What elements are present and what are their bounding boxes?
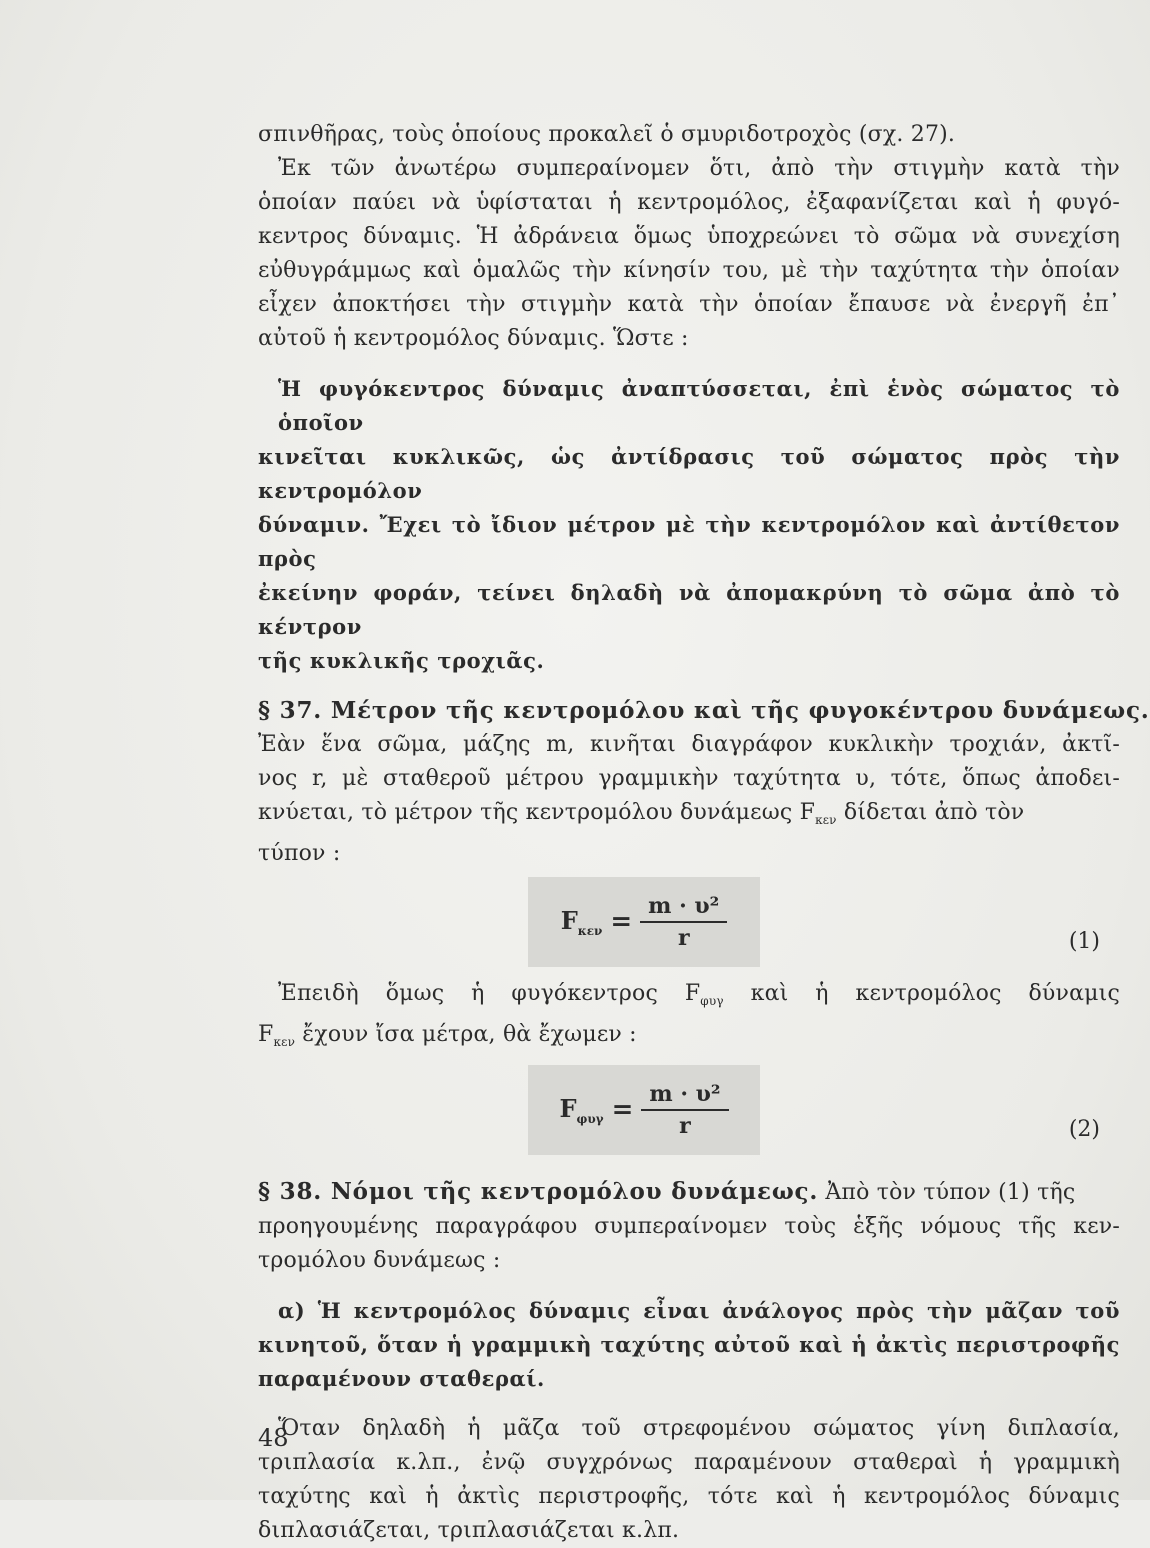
bold-line: παραμένουν σταθεραί.	[258, 1366, 545, 1391]
numerator: m · υ²	[641, 1081, 728, 1111]
formula-box	[528, 877, 760, 967]
formula-2	[258, 1065, 1120, 1157]
text-line: σπινθῆρας, τοὺς ὁποίους προκαλεῖ ὁ σμυριδοτροχὸς (σχ. 27).	[258, 122, 956, 147]
text-line: εὐθυγράμμως καὶ ὁμαλῶς τὴν κίνησίν του, μὲ τὴν ταχύτητα τὴν ὁποίαν	[258, 258, 1120, 283]
text-line	[258, 796, 1120, 837]
text-span: Ἀπὸ τὸν τύπον (1) τῆς	[818, 1180, 1076, 1205]
final-paragraph	[258, 1412, 1120, 1548]
text-line: διπλασιάζεται, τριπλασιάζεται κ.λπ.	[258, 1518, 680, 1543]
text-line: ὁποίαν παύει νὰ ὑφίσταται ἡ κεντρομόλος, ἐξαφανίζεται καὶ ἡ φυγό-	[258, 190, 1120, 215]
page-content	[258, 118, 1150, 1548]
bold-line: δύναμιν. Ἔχει τὸ ἴδιον μέτρον μὲ τὴν κεντρομόλον καὶ ἀντίθετον πρὸς	[258, 512, 1120, 571]
section-37	[258, 694, 1150, 871]
bold-line: κινητοῦ, ὅταν ἡ γραμμικὴ ταχύτης αὐτοῦ καὶ ἡ ἀκτὶς περιστροφῆς	[258, 1332, 1120, 1357]
section-38	[258, 1175, 1120, 1278]
bold-line: ἐκείνην φοράν, τείνει δηλαδὴ νὰ ἀπομακρύνη τὸ σῶμα ἀπὸ τὸ κέντρον	[258, 580, 1120, 639]
text-line	[258, 1175, 1120, 1210]
text-line: κεντρος δύναμις. Ἡ ἀδράνεια ὅμως ὑποχρεώνει τὸ σῶμα νὰ συνεχίση	[258, 224, 1120, 249]
text-line: τρομόλου δυνάμεως :	[258, 1248, 501, 1273]
page-number: 48	[258, 1424, 289, 1452]
equals-sign: =	[610, 907, 633, 937]
text-line: τύπον :	[258, 841, 341, 866]
text-line: $F_{\kappa\varepsilon\nu}$ ἔχουν ἴσα μέτρα, θὰ ἔχωμεν :	[258, 1022, 637, 1049]
text-line: εἶχεν ἀποκτήσει τὴν στιγμὴν κατὰ τὴν ὁποίαν ἔπαυσε νὰ ἐνεργῆ ἐπ᾽	[258, 292, 1120, 317]
formula-1	[258, 877, 1120, 969]
text-span: κνύεται, τὸ μέτρον τῆς κεντρομόλου δυνάμεως F	[258, 800, 816, 825]
equation-number: (1)	[1068, 929, 1100, 954]
formula-lhs: $F_{\kappa\varepsilon\nu}$	[560, 906, 603, 938]
fraction	[640, 893, 727, 951]
text-span: δίδεται ἀπὸ τὸν	[836, 800, 1025, 825]
law-a-block	[258, 1294, 1120, 1396]
denominator: r	[679, 1113, 691, 1139]
paragraph-1	[258, 118, 1120, 356]
text-line: νος r, μὲ σταθεροῦ μέτρου γραμμικὴν ταχύτητα υ, τότε, ὅπως ἀποδει-	[258, 766, 1120, 791]
bold-line: κινεῖται κυκλικῶς, ὡς ἀντίδρασις τοῦ σώματος πρὸς τὴν κεντρομόλον	[258, 444, 1120, 503]
text-line: Ὅταν δηλαδὴ ἡ μᾶζα τοῦ στρεφομένου σώματος γίνη διπλασία,	[278, 1416, 1120, 1441]
bold-line: τῆς κυκλικῆς τροχιᾶς.	[258, 648, 545, 673]
bold-line: Ἡ φυγόκεντρος δύναμις ἀναπτύσσεται, ἐπὶ ἑνὸς σώματος τὸ ὁποῖον	[278, 376, 1120, 435]
section-heading: § 37. Μέτρον τῆς κεντρομόλου καὶ τῆς φυγοκέντρου δυνάμεως.	[258, 697, 1150, 724]
text-line: Ἐπειδὴ ὅμως ἡ φυγόκεντρος $F_{\varphi\upsilon\gamma}$ καὶ ἡ κεντρομόλος δύναμις	[278, 981, 1120, 1008]
section-heading: § 38. Νόμοι τῆς κεντρομόλου δυνάμεως.	[258, 1178, 819, 1205]
text-line: αὐτοῦ ἡ κεντρομόλος δύναμις. Ὥστε :	[258, 326, 689, 351]
middle-paragraph	[258, 977, 1120, 1059]
equals-sign: =	[611, 1095, 634, 1125]
definition-block	[258, 372, 1120, 678]
text-line: ταχύτης καὶ ἡ ἀκτὶς περιστροφῆς, τότε καὶ ἡ κεντρομόλος δύναμις	[258, 1484, 1120, 1509]
subscript: κεν	[815, 813, 837, 827]
formula-box	[528, 1065, 760, 1155]
text-line: Ἐκ τῶν ἀνωτέρω συμπεραίνομεν ὅτι, ἀπὸ τὴν στιγμὴν κατὰ τὴν	[278, 156, 1120, 181]
text-line: τριπλασία κ.λπ., ἐνῷ συγχρόνως παραμένουν σταθεραὶ ἡ γραμμικὴ	[258, 1450, 1120, 1475]
numerator: m · υ²	[640, 893, 727, 923]
formula-lhs: $F_{\varphi\upsilon\gamma}$	[559, 1094, 604, 1126]
text-line: προηγουμένης παραγράφου συμπεραίνομεν τοὺς ἑξῆς νόμους τῆς κεν-	[258, 1214, 1120, 1239]
fraction	[641, 1081, 728, 1139]
text-line: Ἐὰν ἕνα σῶμα, μάζης m, κινῆται διαγράφον κυκλικὴν τροχιάν, ἀκτῖ-	[258, 732, 1120, 757]
equation-number: (2)	[1068, 1117, 1100, 1142]
denominator: r	[677, 925, 690, 951]
bold-line: α) Ἡ κεντρομόλος δύναμις εἶναι ἀνάλογος πρὸς τὴν μᾶζαν τοῦ	[278, 1298, 1120, 1323]
